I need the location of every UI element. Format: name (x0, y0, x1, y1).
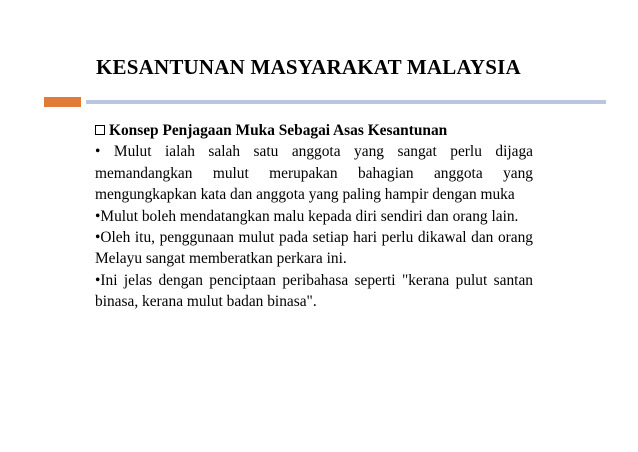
section-heading-text: Konsep Penjagaan Muka Sebagai Asas Kesantunan (109, 122, 448, 139)
title-divider (86, 100, 606, 104)
slide-title: KESANTUNAN MASYARAKAT MALAYSIA (96, 55, 521, 79)
section-heading (95, 120, 533, 141)
slide-body (95, 120, 533, 313)
accent-square (44, 97, 81, 107)
body-paragraph-2: •Mulut boleh mendatangkan malu kepada diri sendiri dan orang lain. (95, 207, 519, 225)
checkbox-bullet-icon (95, 125, 105, 135)
body-paragraph-4: •Ini jelas dengan penciptaan peribahasa seperti "kerana pulut santan binasa, kerana mulut badan binasa". (95, 271, 533, 311)
body-paragraph-1: • Mulut ialah salah satu anggota yang sangat perlu dijaga memandangkan mulut merupakan bahagian anggota yang mengungkapkan kata dan anggota yang paling hampir dengan muka (95, 143, 533, 204)
body-paragraph-3: •Oleh itu, penggunaan mulut pada setiap hari perlu dikawal dan orang Melayu sangat memberatkan perkara ini. (95, 229, 533, 268)
